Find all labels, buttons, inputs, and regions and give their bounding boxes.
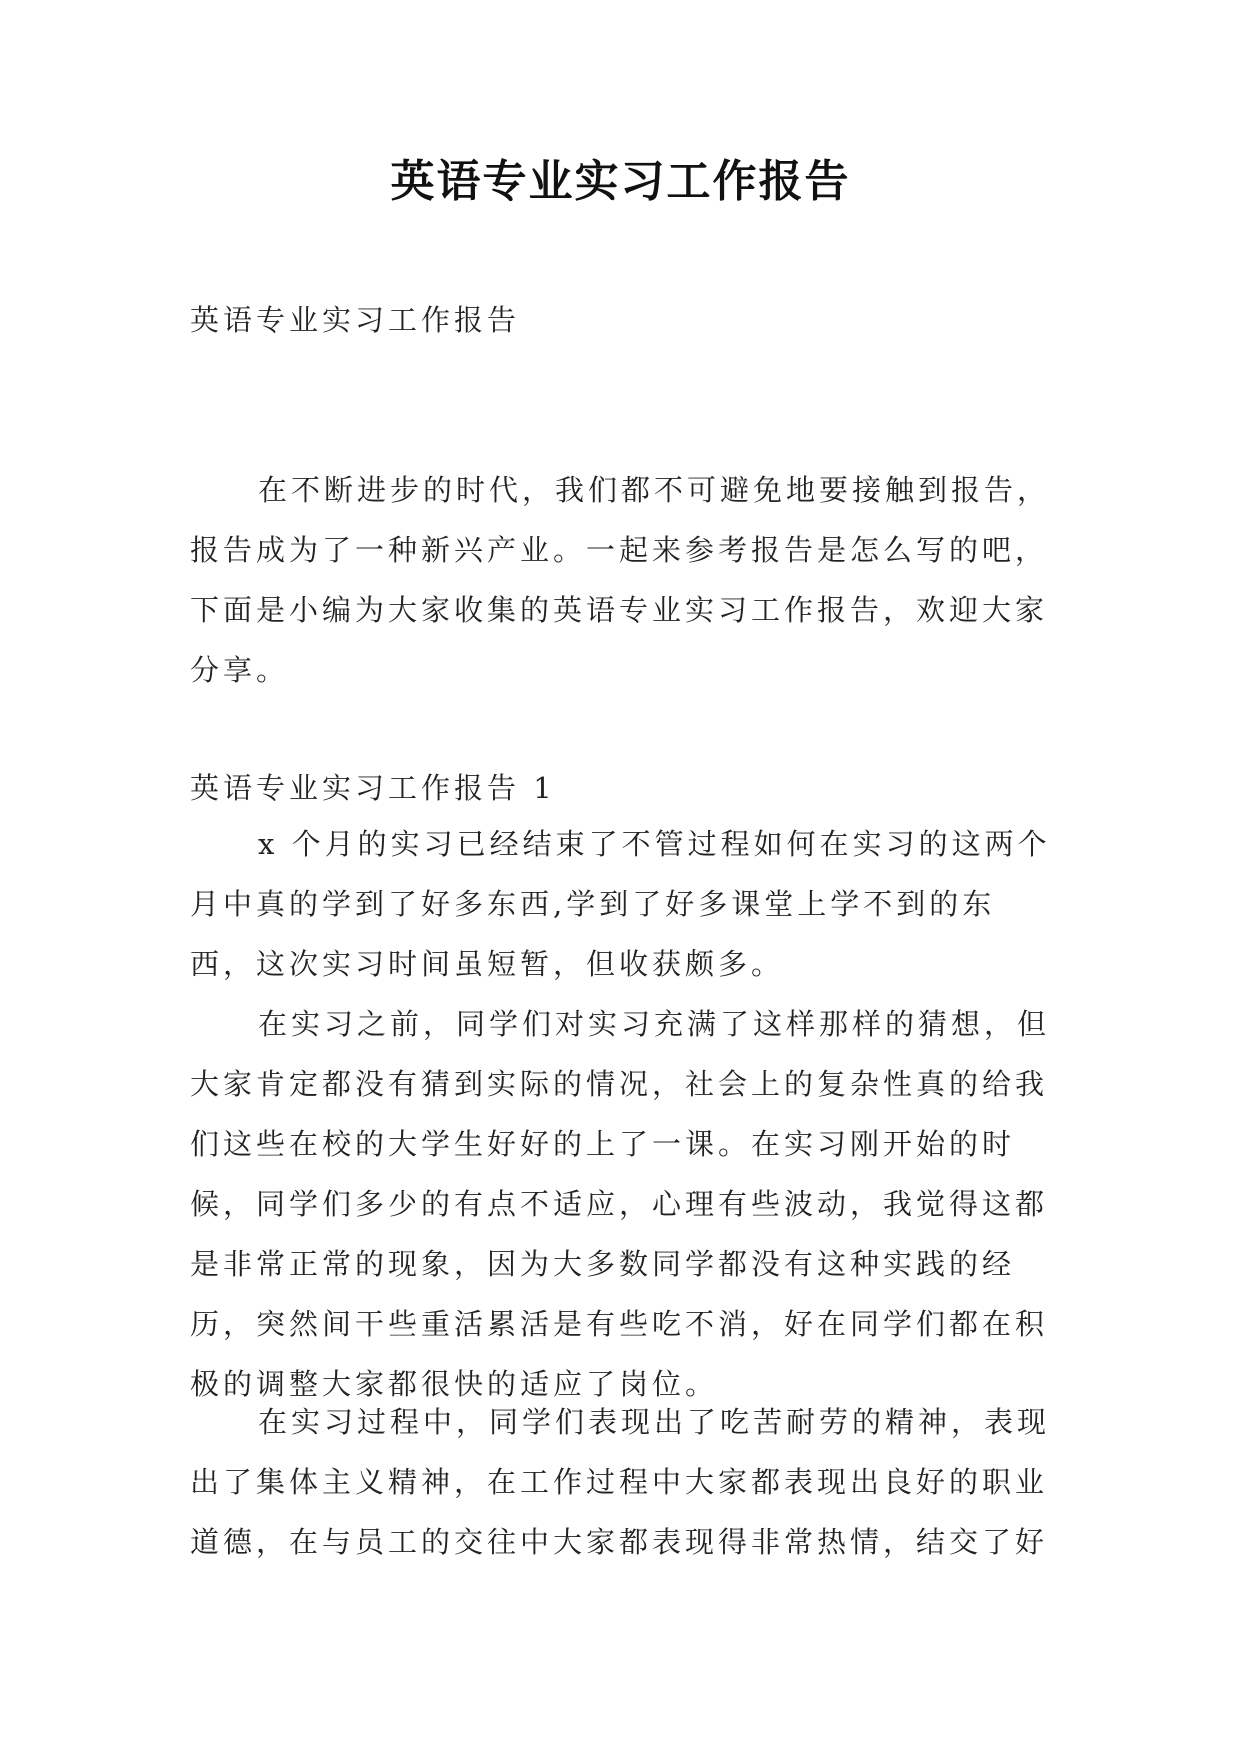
- body-paragraph-3: 在实习过程中，同学们表现出了吃苦耐劳的精神，表现出了集体主义精神，在工作过程中大家都表现出良好的职业道德，在与员工的交往中大家都表现得非常热情，结交了好: [190, 1405, 1051, 1559]
- intro-paragraph: 在不断进步的时代，我们都不可避免地要接触到报告，报告成为了一种新兴产业。一起来参考报告是怎么写的吧，下面是小编为大家收集的英语专业实习工作报告，欢迎大家分享。: [190, 473, 1051, 687]
- body-paragraph-2: 在实习之前，同学们对实习充满了这样那样的猜想，但大家肯定都没有猜到实际的情况，社会上的复杂性真的给我们这些在校的大学生好好的上了一课。在实习刚开始的时候，同学们多少的有点不适应，心理有些波动，我觉得这都是非常正常的现象，因为大多数同学都没有这种实践的经历，突然间干些重活累活是有些吃不消，好在同学们都在积极的调整大家都很快的适应了岗位。: [190, 1007, 1051, 1401]
- document-subtitle: 英语专业实习工作报告: [190, 303, 521, 337]
- document-title: 英语专业实习工作报告: [390, 156, 851, 207]
- body-paragraph-1: x 个月的实习已经结束了不管过程如何在实习的这两个月中真的学到了好多东西,学到了好多课堂上学不到的东西，这次实习时间虽短暂，但收获颇多。: [190, 827, 1051, 981]
- section-heading: 英语专业实习工作报告 1: [190, 771, 556, 805]
